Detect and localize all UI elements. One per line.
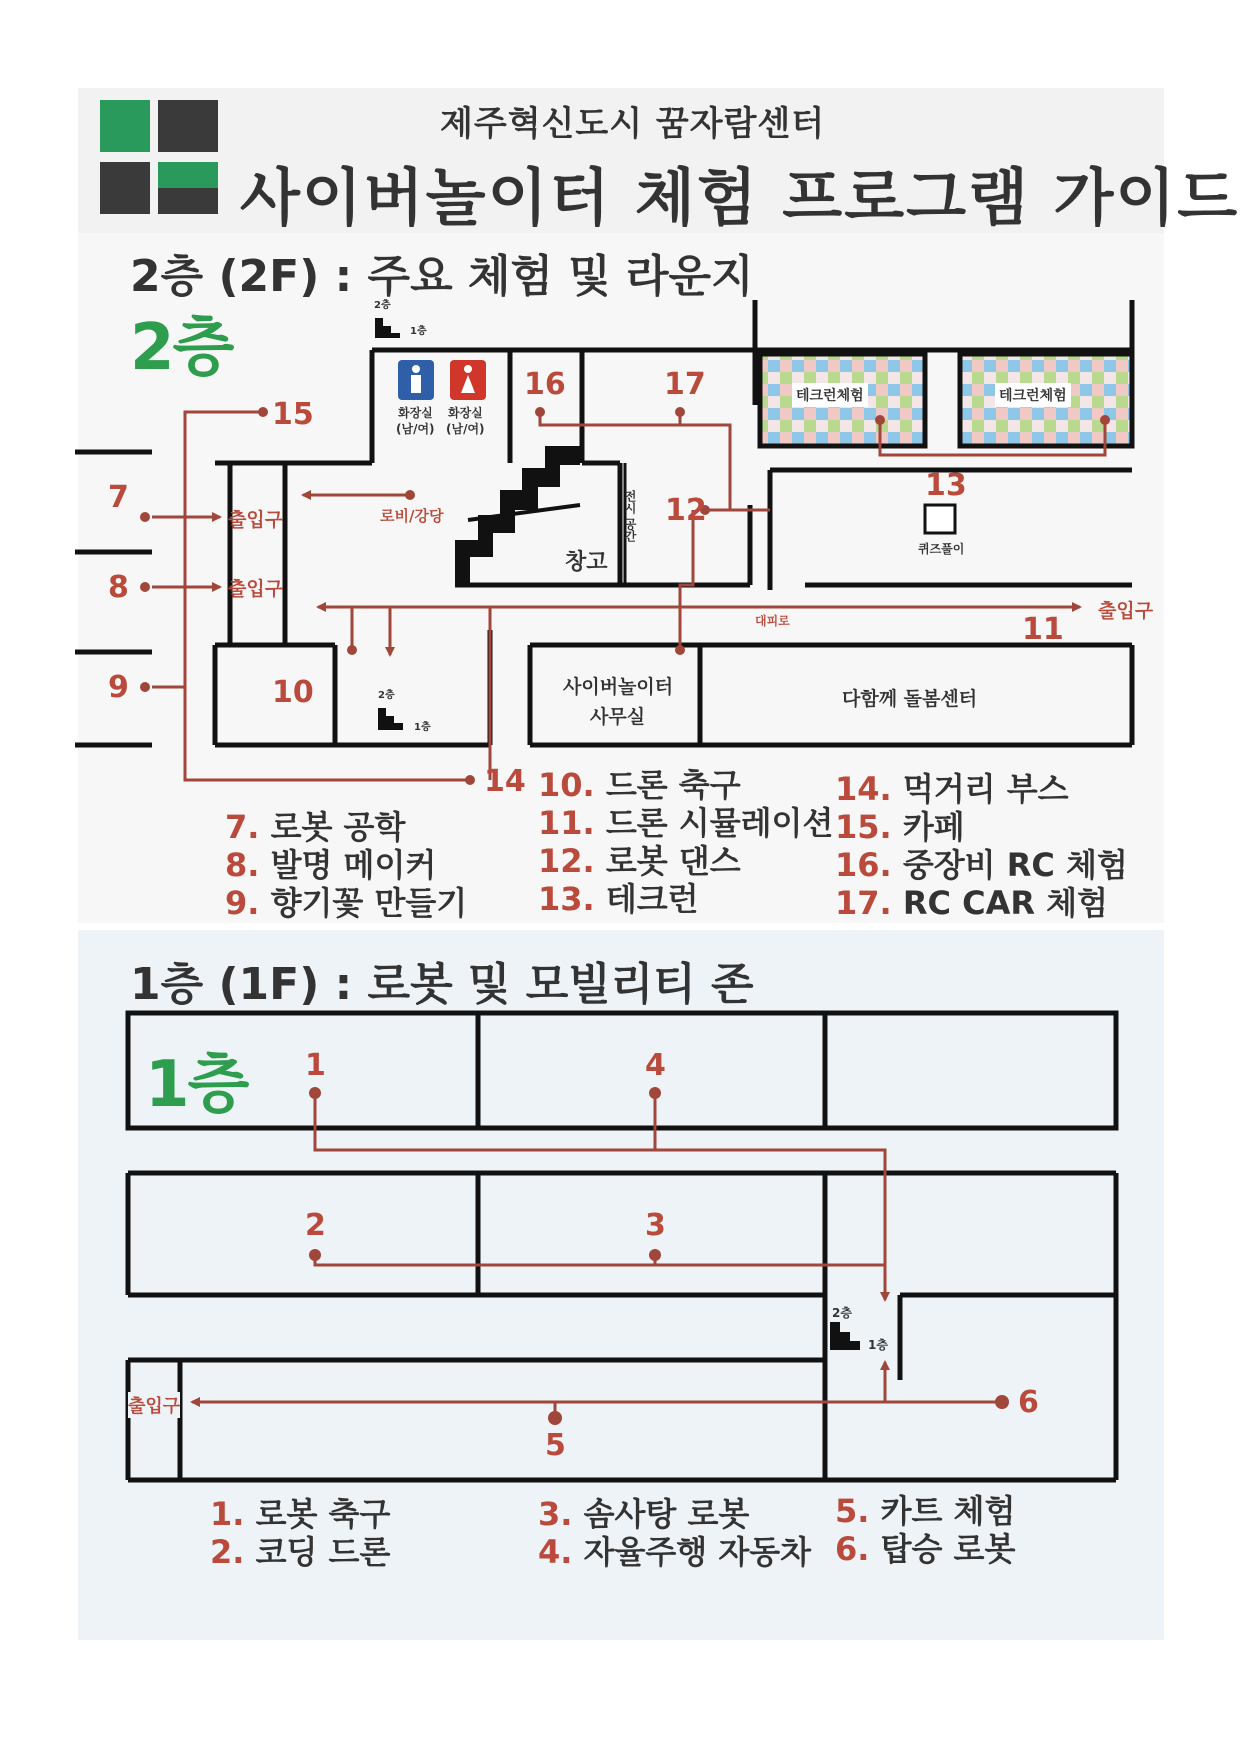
floor1-legend-col2 [538,1495,811,1571]
floor1-legend-col1 [210,1495,390,1571]
stairs-icon-f1 [830,1322,860,1350]
label-restroom-m-sub: (남/여) [396,422,435,436]
label-restroom-m: 화장실 [398,406,433,420]
legend-item-11: 11. 드론 시뮬레이션 [538,804,834,842]
label-stairs-top-down: 1층 [410,326,427,337]
label-entrance-1: 출입구 [228,509,284,531]
floor2-legend-col2 [538,766,833,918]
quiz-box-icon [925,505,955,533]
legend-item-10: 10. 드론 축구 [538,766,741,804]
marker-5: 5 [545,1428,566,1463]
label-stairs-top-up: 2층 [374,300,391,311]
floor2-legend-col3 [835,770,1128,922]
label-entrance-2: 출입구 [228,578,284,600]
legend-item-15: 15. 카페 [835,808,965,846]
marker-2: 2 [305,1208,326,1243]
label-lobby: 로비/강당 [380,507,444,525]
marker-6: 6 [1018,1385,1039,1420]
marker-14: 14 [484,764,526,799]
legend-item-4: 4. 자율주행 자동차 [538,1533,812,1571]
marker-8: 8 [108,570,129,605]
label-tecron-1: 테크런체험 [792,383,868,407]
label-quiz: 퀴즈풀이 [918,542,965,556]
marker-9: 9 [108,670,129,705]
header-title: 사이버놀이터 체험 프로그램 가이드 [240,161,1240,234]
marker-4: 4 [645,1048,666,1083]
legend-item-9: 9. 향기꽃 만들기 [225,884,468,922]
floor1-label-stairs-down: 1층 [868,1338,888,1352]
floor1-legend-col3 [835,1492,1015,1568]
legend-item-16: 16. 중장비 RC 체험 [835,846,1128,884]
marker-12: 12 [665,493,707,528]
marker-1: 1 [305,1048,326,1083]
label-office-line1: 사이버놀이터 [563,676,674,698]
stairs-icon-top [375,318,400,338]
marker-11: 11 [1022,612,1064,647]
label-storage: 창고 [565,550,608,575]
legend-item-12: 12. 로봇 댄스 [538,842,741,880]
legend-item-14: 14. 먹거리 부스 [835,770,1069,808]
legend-item-7: 7. 로봇 공학 [225,808,406,846]
legend-item-6: 6. 탑승 로봇 [835,1530,1016,1568]
floor1-badge: 1층 [145,1048,248,1122]
marker-15: 15 [272,397,314,432]
floor2-legend-col1 [225,808,467,922]
label-entrance-3: 출입구 [1098,600,1154,622]
label-stairs-mid-up: 2층 [378,690,395,701]
label-office-line2: 사무실 [590,706,646,728]
legend-item-8: 8. 발명 메이커 [225,846,437,884]
floor2-badge: 2층 [130,311,233,385]
legend-item-13: 13. 테크런 [538,880,699,918]
main-staircase-icon [455,446,580,585]
label-exhibit: 전시 공간 [623,490,637,543]
marker-16: 16 [524,367,566,402]
label-tecron-2: 테크런체험 [995,383,1071,407]
header-subtitle: 제주혁신도시 꿈자람센터 [440,104,826,144]
legend-item-3: 3. 솜사탕 로봇 [538,1495,750,1533]
legend-item-2: 2. 코딩 드론 [210,1533,391,1571]
marker-7: 7 [108,480,129,515]
marker-10: 10 [272,675,314,710]
marker-13: 13 [925,468,967,503]
floor2-section-title: 2층 (2F) : 주요 체험 및 라운지 [130,251,754,302]
legend-item-17: 17. RC CAR 체험 [835,884,1108,922]
floor1-section-title: 1층 (1F) : 로봇 및 모빌리티 존 [130,959,754,1010]
label-care-center: 다함께 돌봄센터 [842,688,978,710]
floor1-label-entrance: 출입구 [128,1392,180,1418]
label-restroom-f: 화장실 [448,406,483,420]
floor1-label-stairs-up: 2층 [832,1306,852,1320]
marker-17: 17 [664,367,706,402]
stairs-icon-mid [378,708,403,730]
label-corridor: 대피로 [755,614,790,628]
legend-item-1: 1. 로봇 축구 [210,1495,391,1533]
legend-item-5: 5. 카트 체험 [835,1492,1016,1530]
label-stairs-mid-down: 1층 [414,722,431,733]
floor1-route-dots [309,1087,1009,1425]
label-restroom-f-sub: (남/여) [446,422,485,436]
marker-3: 3 [645,1208,666,1243]
floor1-walls [128,1013,1116,1480]
